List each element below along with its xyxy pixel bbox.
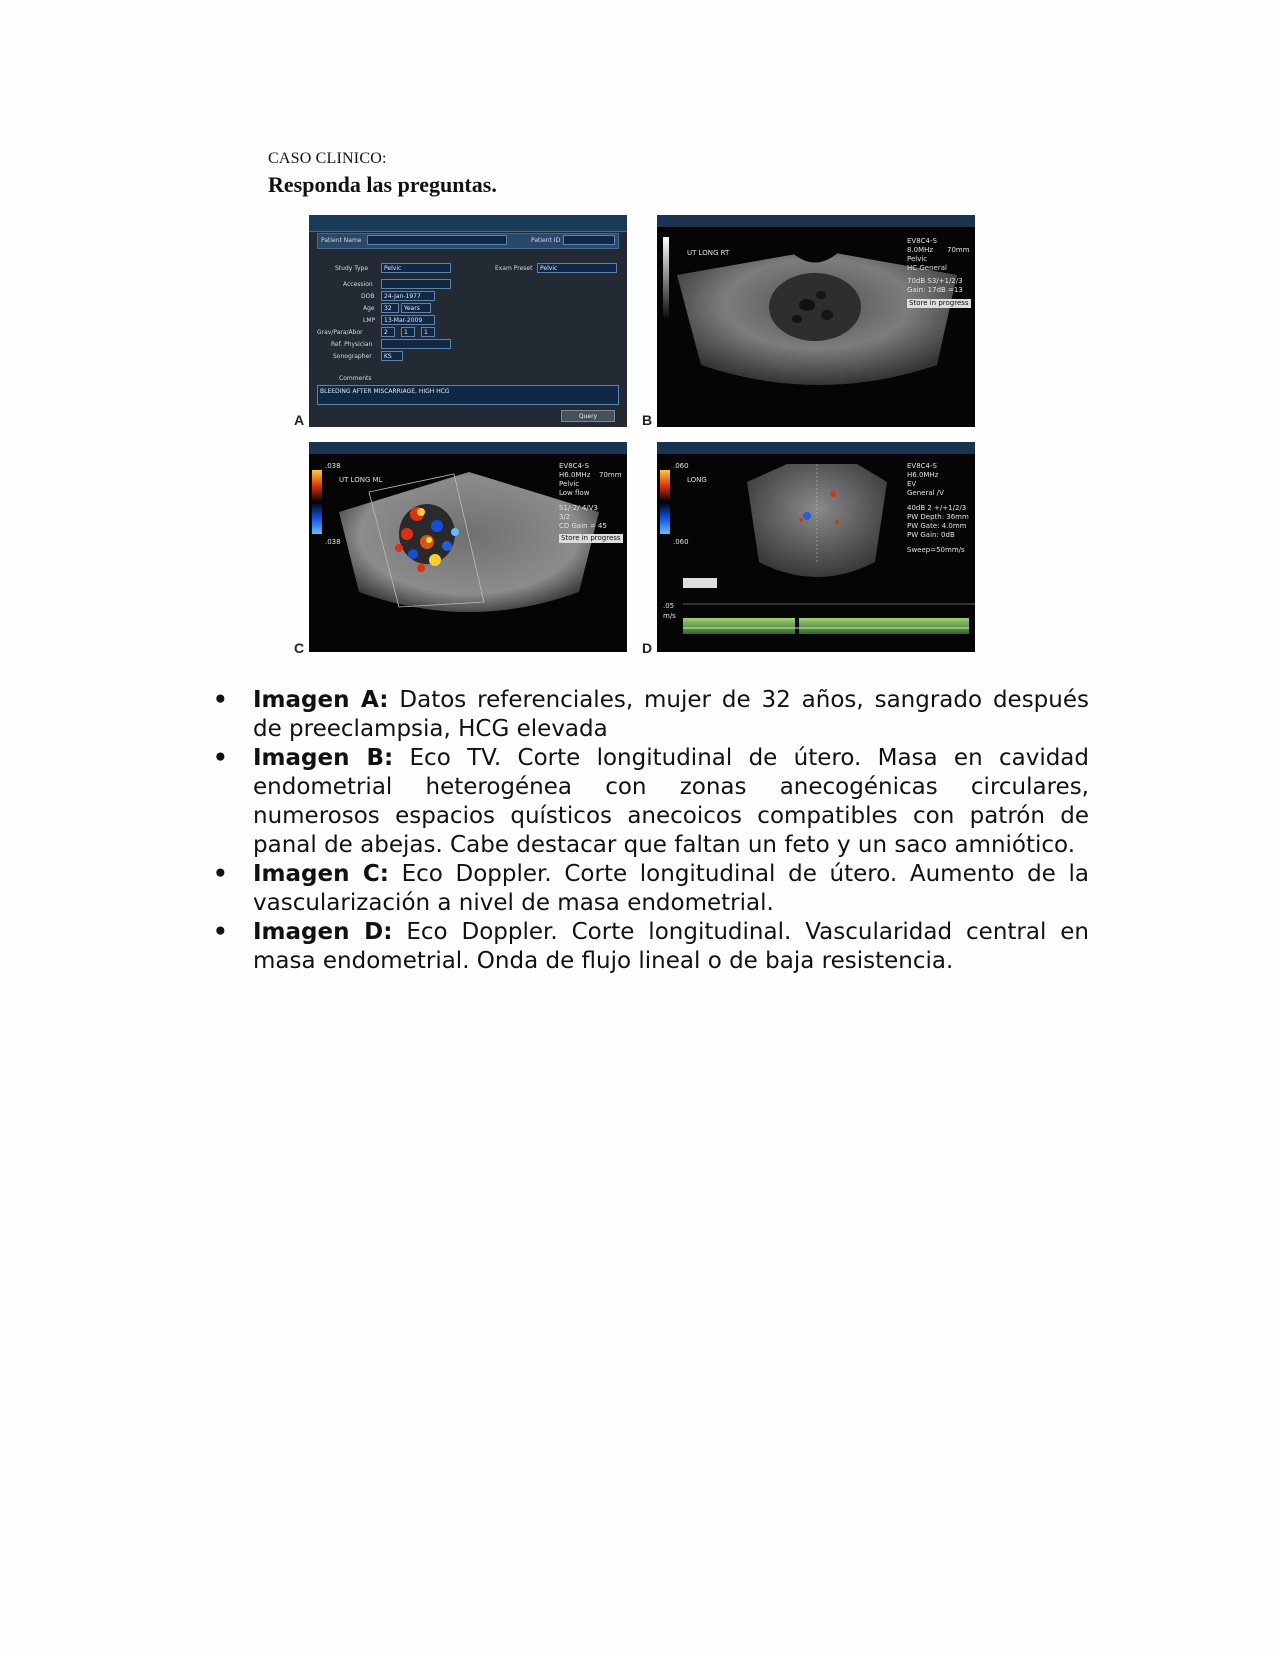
finding-image-c xyxy=(213,860,1089,918)
findings-list xyxy=(213,686,1089,976)
panel-d-info-1: H6.0MHz xyxy=(907,471,939,479)
patient-id-label: Patient ID xyxy=(531,237,561,244)
panel-b-info-1: 8.0MHz xyxy=(907,246,934,254)
instruction-title: Responda las preguntas. xyxy=(268,172,497,197)
finding-image-a xyxy=(213,686,1089,744)
panel-b-ultrasound xyxy=(657,215,975,427)
para-field: 1 xyxy=(401,327,415,337)
panel-b-depth: 70mm xyxy=(947,246,970,254)
finding-label: Imagen B: xyxy=(253,745,394,771)
panel-d-scale-bottom: .060 xyxy=(673,538,689,546)
panel-c-info-3: Low flow xyxy=(559,489,590,497)
panel-c-info-6: 3/2 xyxy=(559,513,571,521)
panel-d-scale-top: .060 xyxy=(673,462,689,470)
comments-label: Comments xyxy=(339,375,372,382)
dob-label: DOB xyxy=(361,293,375,300)
panel-d-info-0: EV8C4-S xyxy=(907,462,937,470)
panel-c-store-badge: Store in progress xyxy=(561,534,621,542)
patient-id-field xyxy=(563,235,615,245)
patient-name-label: Patient Name xyxy=(321,237,362,244)
panel-letter-c: C xyxy=(294,640,305,656)
case-label: CASO CLINICO: xyxy=(268,150,387,167)
panel-c-view-label: UT LONG ML xyxy=(339,476,383,484)
panel-d-info-8: PW Gain: 0dB xyxy=(907,531,955,539)
patient-name-field xyxy=(367,235,507,245)
finding-text: Eco TV. Corte longitudinal de útero. Masa en cavidad endometrial heterogénea con zonas anecogénicas circulares, numerosos espacios quísticos anecoicos compatibles con patrón de panal de abejas. Cabe destacar que faltan un feto y un saco amniótico. xyxy=(253,745,1090,858)
query-button: Query xyxy=(561,410,615,422)
grav-field: 2 xyxy=(381,327,395,337)
finding-label: Imagen A: xyxy=(253,687,389,713)
panel-b-view-label: UT LONG RT xyxy=(687,249,730,257)
panel-d-info-10: Sweep=50mm/s xyxy=(907,546,965,554)
panel-d-spectral-doppler xyxy=(657,442,975,652)
panel-c-info-7: CD Gain = 45 xyxy=(559,522,607,530)
exam-preset-label: Exam Preset xyxy=(495,265,533,272)
form-header-bar xyxy=(309,215,627,232)
panel-b-info-0: EV8C4-S xyxy=(907,237,937,245)
finding-text: Eco Doppler. Corte longitudinal. Vascularidad central en masa endometrial. Onda de flujo lineal o de baja resistencia. xyxy=(253,919,1090,974)
ref-physician-label: Ref. Physician xyxy=(331,341,373,348)
panel-b-info-2: Pelvic xyxy=(907,255,928,263)
abor-field: 1 xyxy=(421,327,435,337)
panel-d-info-6: PW Depth: 36mm xyxy=(907,513,969,521)
panel-letter-a: A xyxy=(294,412,305,428)
comments-field: BLEEDING AFTER MISCARRIAGE, HIGH HCG xyxy=(317,385,619,405)
panel-letter-d: D xyxy=(642,640,653,656)
accession-label: Accession xyxy=(343,281,373,288)
lmp-label: LMP xyxy=(363,317,376,324)
figure-heading xyxy=(268,150,497,198)
panel-d-info-7: PW Gate: 4.0mm xyxy=(907,522,967,530)
bullet: • xyxy=(213,745,228,771)
bullet: • xyxy=(213,687,228,713)
study-type-label: Study Type xyxy=(335,265,369,272)
panel-b-store-badge: Store in progress xyxy=(909,299,969,307)
dob-field: 24-Jan-1977 xyxy=(381,291,435,301)
panel-c-color-doppler xyxy=(309,442,627,652)
panel-c-info-2: Pelvic xyxy=(559,480,580,488)
finding-text: Eco Doppler. Corte longitudinal de útero. Aumento de la vascularización a nivel de masa endometrial. xyxy=(253,861,1089,916)
finding-text: Datos referenciales, mujer de 32 años, sangrado después de preeclampsia, HCG elevada xyxy=(253,687,1089,742)
panel-c-info-5: S1/-2/ 4/V3 xyxy=(559,504,598,512)
finding-image-d xyxy=(213,918,1089,976)
panel-b-info-5: Gain: 17dB =13 xyxy=(907,286,963,294)
panel-c-scale-bottom: .038 xyxy=(325,538,341,546)
panel-d-spectral-unit: m/s xyxy=(663,612,676,620)
sonographer-label: Sonographer xyxy=(333,353,372,360)
panel-b-info-4: 70dB S3/+1/2/3 xyxy=(907,277,963,285)
panel-d-info-3: General /V xyxy=(907,489,944,497)
finding-label: Imagen C: xyxy=(253,861,389,887)
panel-d-info-2: EV xyxy=(907,480,917,488)
finding-label: Imagen D: xyxy=(253,919,393,945)
panel-b-info-3: HC General xyxy=(907,264,947,272)
panel-d-spectral-top: .05 xyxy=(663,602,675,610)
exam-preset-field: Pelvic xyxy=(537,263,617,273)
bullet: • xyxy=(213,919,228,945)
sonographer-field: KS xyxy=(381,351,403,361)
study-type-field: Pelvic xyxy=(381,263,451,273)
panel-a-patient-form xyxy=(309,215,627,427)
lmp-field: 13-Mar-2009 xyxy=(381,315,435,325)
panel-d-view-label: LONG xyxy=(687,476,707,484)
panel-c-info-0: EV8C4-S xyxy=(559,462,589,470)
finding-image-b xyxy=(213,744,1089,860)
panel-letter-b: B xyxy=(642,412,653,428)
panel-c-depth: 70mm xyxy=(599,471,622,479)
panel-d-info-5: 40dB 2 +/+1/2/3 xyxy=(907,504,967,512)
age-label: Age xyxy=(363,305,375,312)
age-unit-field: Years xyxy=(401,303,431,313)
gpa-label: Grav/Para/Abor xyxy=(317,329,363,336)
panel-c-info-1: H6.0MHz xyxy=(559,471,591,479)
bullet: • xyxy=(213,861,228,887)
age-field: 32 xyxy=(381,303,399,313)
panel-c-scale-top: .038 xyxy=(325,462,341,470)
accession-field xyxy=(381,279,451,289)
ref-physician-field xyxy=(381,339,451,349)
